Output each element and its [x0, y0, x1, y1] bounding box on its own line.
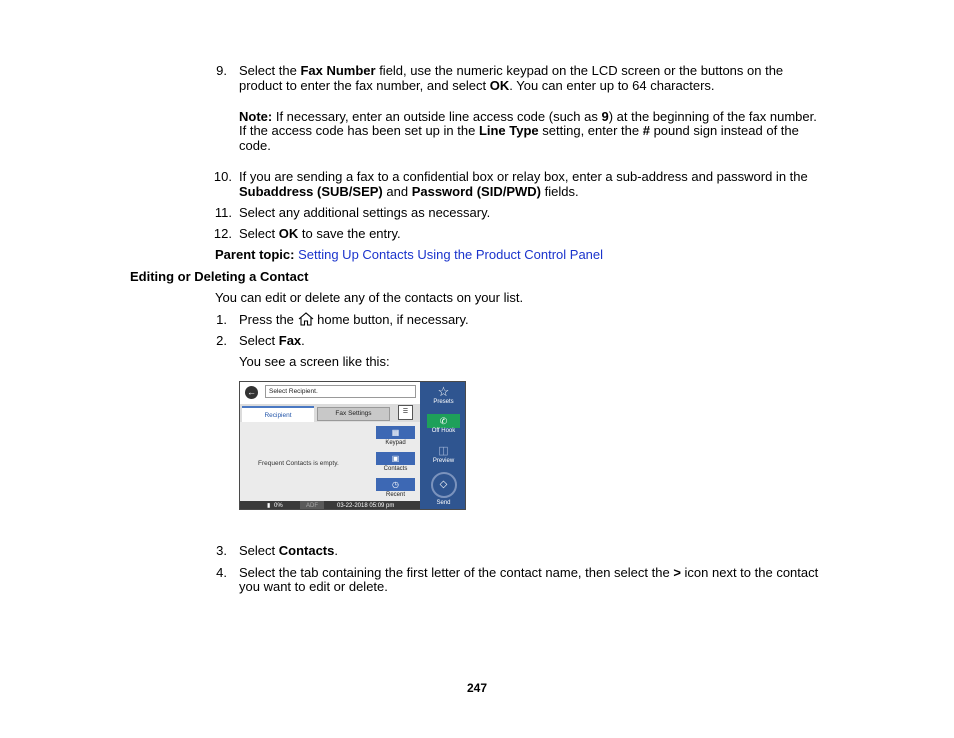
step-number: 11. — [214, 205, 232, 220]
tab-recipient[interactable]: Recipient — [242, 406, 314, 422]
lcd-tab-bar — [240, 404, 420, 422]
lcd-status-bar — [240, 501, 420, 510]
step-a1-text — [239, 312, 469, 329]
bold-term: OK — [489, 78, 510, 93]
step-number: 12. — [213, 226, 232, 241]
step-number: 4. — [216, 565, 227, 580]
keypad-icon: ▦ — [376, 426, 415, 439]
text: If necessary, enter an outside line access code (such as — [272, 109, 602, 124]
tab-fax-settings[interactable]: Fax Settings — [317, 407, 390, 421]
step-number: 1. — [216, 312, 227, 327]
contacts-icon: ▣ — [376, 452, 415, 465]
text: icon next to the contact — [680, 565, 819, 580]
step-number: 2. — [216, 333, 227, 348]
home-icon — [298, 312, 314, 329]
keypad-label: Keypad — [385, 440, 406, 446]
lcd-main-area — [240, 422, 420, 501]
empty-message: Frequent Contacts is empty. — [258, 460, 339, 467]
recent-label: Recent — [385, 492, 405, 498]
parent-topic-label: Parent topic: — [215, 247, 295, 262]
page-number: 247 — [466, 681, 488, 695]
text: ) at the beginning of the fax number. — [608, 109, 817, 124]
preview-icon: ◫ — [438, 445, 449, 457]
status-date: 03-22-2018 05:09 pm — [337, 503, 395, 509]
text: home button, if necessary. — [313, 312, 469, 327]
send-icon: ◇ — [431, 472, 457, 498]
note-line-1 — [239, 109, 817, 124]
send-button[interactable] — [420, 472, 466, 507]
text: and — [382, 184, 412, 199]
step-number: 10. — [213, 169, 232, 184]
printer-lcd-screenshot — [239, 381, 466, 510]
step-10-line-1: If you are sending a fax to a confidential box or relay box, enter a sub-address and password in the — [239, 169, 808, 184]
note-label: Note: — [239, 109, 273, 124]
text: fields. — [540, 184, 579, 199]
text: product to enter the fax number, and select — [239, 78, 490, 93]
contacts-label: Contacts — [383, 466, 408, 472]
phone-icon: ✆ — [427, 414, 460, 428]
text: Select — [239, 543, 279, 558]
step-11-text: Select any additional settings as necessary. — [239, 205, 491, 220]
note-line-3: code. — [239, 138, 271, 153]
step-number: 3. — [216, 543, 227, 558]
send-label: Send — [436, 500, 451, 506]
bold-term: Password (SID/PWD) — [411, 184, 541, 199]
section-heading: Editing or Deleting a Contact — [130, 269, 309, 284]
text: to save the entry. — [298, 226, 401, 241]
step-9-line-1 — [239, 63, 783, 78]
off-hook-label: Off Hook — [431, 428, 456, 434]
step-a4-line-2: you want to edit or delete. — [239, 579, 388, 594]
text: If the access code has been set up in the — [239, 123, 479, 138]
screen-like-text: You see a screen like this: — [239, 354, 390, 369]
text: . You can enter up to 64 characters. — [509, 78, 715, 93]
text: setting, enter the — [538, 123, 643, 138]
preview-button[interactable] — [420, 445, 466, 465]
text: Select the — [239, 63, 301, 78]
preview-label: Preview — [432, 458, 455, 464]
bold-term: 9 — [601, 109, 609, 124]
text: . — [334, 543, 338, 558]
step-12-text — [239, 226, 401, 241]
intro-text: You can edit or delete any of the contacts on your list. — [215, 290, 524, 305]
text: . — [301, 333, 305, 348]
step-number: 9. — [216, 63, 227, 78]
presets-button[interactable] — [420, 384, 466, 406]
bold-term: Subaddress (SUB/SEP) — [239, 184, 383, 199]
off-hook-button[interactable] — [420, 414, 466, 435]
parent-topic-link[interactable]: Setting Up Contacts Using the Product Control Panel — [298, 247, 604, 262]
step-a4-line-1 — [239, 565, 818, 580]
step-9-line-2 — [239, 78, 715, 93]
bold-term: Line Type — [478, 123, 539, 138]
status-percent: 0% — [274, 503, 283, 509]
back-icon[interactable]: ← — [247, 387, 256, 397]
star-icon: ☆ — [437, 384, 450, 399]
status-adf: ADF — [300, 501, 324, 510]
bold-term: > — [673, 565, 681, 580]
recent-button[interactable] — [376, 478, 415, 499]
text: Select — [239, 333, 279, 348]
presets-label: Presets — [433, 399, 454, 405]
text: Select — [239, 226, 279, 241]
step-10-line-2 — [239, 184, 579, 199]
text: Select the tab containing the first letter of the contact name, then select the — [239, 565, 674, 580]
ink-icon: ▮ — [267, 503, 271, 509]
step-a3-text — [239, 543, 338, 558]
text: Press the — [239, 312, 298, 327]
bold-term: OK — [278, 226, 299, 241]
bold-term: # — [642, 123, 650, 138]
clock-icon: ◷ — [376, 478, 415, 491]
bold-term: Contacts — [278, 543, 335, 558]
bold-term: Fax — [278, 333, 302, 348]
bold-term: Fax Number — [300, 63, 376, 78]
parent-topic — [215, 247, 603, 262]
text: pound sign instead of the — [649, 123, 799, 138]
contacts-button[interactable] — [376, 452, 415, 473]
lcd-header — [240, 382, 420, 404]
menu-icon[interactable]: ☰ — [398, 405, 413, 420]
step-a2-text — [239, 333, 305, 348]
lcd-right-panel — [420, 382, 466, 510]
note-line-2 — [239, 123, 799, 138]
text: field, use the numeric keypad on the LCD screen or the buttons on the — [375, 63, 784, 78]
recipient-input[interactable]: Select Recipient. — [265, 385, 416, 398]
keypad-button[interactable] — [376, 426, 415, 447]
